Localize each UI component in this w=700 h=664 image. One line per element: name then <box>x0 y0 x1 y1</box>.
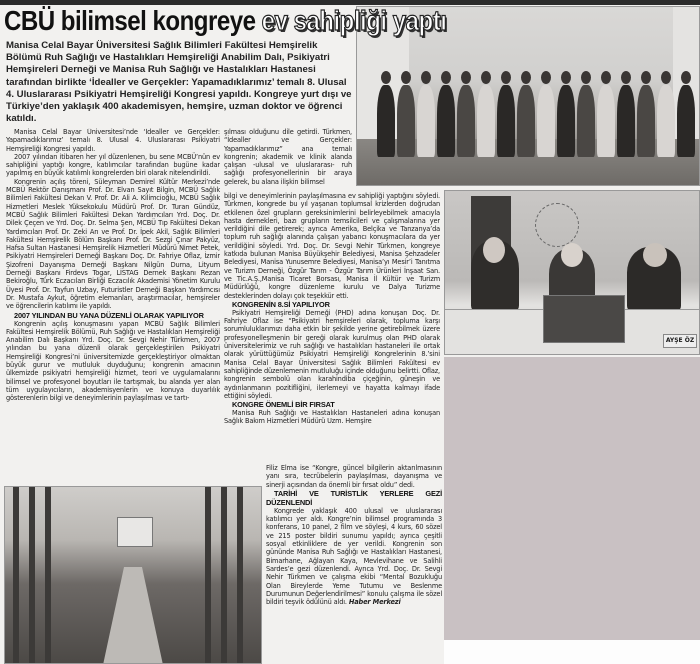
person-head <box>601 71 611 84</box>
person-silhouette <box>497 85 515 157</box>
monitor <box>543 295 625 343</box>
projection-screen <box>117 517 153 547</box>
subheading: 2007 YILINDAN BU YANA DÜZENLİ OLARAK YAPILIYOR <box>14 310 204 320</box>
person-silhouette <box>657 85 675 157</box>
wall-fin <box>29 487 35 663</box>
person-head <box>401 71 411 84</box>
person-head <box>381 71 391 84</box>
column-2-top <box>224 128 352 192</box>
body-paragraph: Filiz Elma ise “Kongre, güncel bilgilerin aktarılmasının yanı sıra, tecrübelerin paylaşılması, dayanışma ve sinerji açısından da önemli bir fırsat oldu” dedi. <box>266 464 442 489</box>
dandelion-icon <box>535 203 579 247</box>
person-head <box>421 71 431 84</box>
body-paragraph: 2007 yılından itibaren her yıl düzenlenen, bu sene MCBÜ’nün ev sahipliğini yaptığı kongre, katılımcılar tarafından bugüne kadar yapılmış en büyük katılımlı kongrelerden biri olarak nitelendirildi. <box>6 152 220 178</box>
headline <box>4 4 447 38</box>
gray-blank-area <box>444 357 700 640</box>
person-silhouette <box>557 85 575 157</box>
nameplate: AYŞE ÖZ <box>663 334 697 348</box>
panel-photo <box>444 190 700 355</box>
column-2-bottom <box>266 464 442 664</box>
person-head <box>621 71 631 84</box>
body-paragraph: Manisa Ruh Sağlığı ve Hastalıkları Hastaneleri adına konuşan Sağlık Bakım Hizmetleri Müdürü Uzm. Hemşire <box>224 409 440 426</box>
person-head <box>521 71 531 84</box>
lead-paragraph: Manisa Celal Bayar Üniversitesi Sağlık Bilimleri Fakültesi Hemşirelik Bölümü Ruh Sağlığı ve Hastalıkları Hemşireliği Anabilim Dalı, Psikiyatri Hemşireleri Derneği ve Manisa Ruh Sağlığı ve Hastalıkları Hastanesi tarafından birlikte ‘İdealler ve Gerçekler: Yapamadıklarımız’ temalı 8. Ulusal 4. Uluslararası Psikiyatri Hemşireliği Kongresi yapıldı. Kongreye yurt dışı ve Türkiye’den yaklaşık 400 akademisyen, hemşire, uzman doktor ve öğrenci katıldı. <box>6 40 352 125</box>
person-head <box>501 71 511 84</box>
body-paragraph: Psikiyatri Hemşireliği Derneği (PHD) adına konuşan Doç. Dr. Fahriye Oflaz ise “Psikiyatri hemşireleri olarak, topluma karşı sorumluluklarımızı daha etkin bir şekilde yerine getirebilmek üzere profesyonelleşmenin bir gereği olarak kurulmuş olan PHD olarak üniversitelerimiz ve ruh sağlığı ve hastalıkları hastaneleri ile ortak olarak yürüttüğümüz Psikiyatri Hemşireliği Kongrelerinin 8.’sini Manisa Celal Bayar Üniversitesi Sağlık Bilimleri Fakültesi ev sahipliğinde düzenlemenin mutluluğu içinde olduğunu belirtti. Oflaz, kongrenin sembolü olan karahindiba çiçeğinin, güneşin ve aydınlanmanın pozitifliğini, ilerlemeyi ve hayatta kalmayı ifade ettiğini söyledi. <box>224 308 440 400</box>
subheading: KONGRE ÖNEMLİ BİR FIRSAT <box>232 400 335 410</box>
person-head <box>641 71 651 84</box>
person-silhouette <box>637 85 655 157</box>
person-silhouette <box>437 85 455 157</box>
body-paragraph: Kongrenin açılış konuşmasını yapan MCBÜ Sağlık Bilimleri Fakültesi Hemşirelik Bölümü, Ruh Sağlığı ve Hastalıkları Hemşireliği Anabilim Dalı Başkanı Yrd. Doç. Dr. Sevgi Nehir Türkmen, 2007 yılından bu yana düzenli olarak gerçekleştirilen Psikiyatri Hemşireliği Kongresi’ni üniversitemizde gerçekleştiriyor olmaktan büyük gurur ve mutluluk duyduğunu; kongrenin amacının ülkemizde psikiyatri hemşireliği hizmet, teori ve uygulamalarını bilimsel ve profesyonel boyutları ile tartışmak, bu alanda yer alan tüm uygulayıcıların, akademisyenlerin ve konuya duyarlılık gösterenlerin bilgi ve deneyimlerinin paylaşılması ve tartı- <box>6 319 220 403</box>
headline-solid: CBÜ bilimsel kongreye <box>4 5 256 36</box>
wall-fin <box>237 487 243 663</box>
body-paragraph: bilgi ve deneyimlerinin paylaşılmasına ev sahipliği yaptığını söyledi. Türkmen, kongrede bu yıl yaşanan toplumsal krizlerden doğrudan etkilenen özel grupların gereksinimlerini belirleyebilmek amacıyla hasta dernekleri, bazı grupların temsilcileri ve çalışmalarına yer verildiğini dile getirerek; ayrıca Amerika, Belçika ve Tanzanya’da toplum ruh sağlığı alanında çalışan yabancı konuşmacılara da yer verildiğini söyledi. Yrd. Doç. Dr. Sevgi Nehir Türkmen, kongreye katkıda bulunan Manisa Büyükşehir Belediyesi, Manisa Şehzadeler Belediyesi, Manisa Yunusemre Belediyesi, Manisa’yı Mesir’i Tanıtma ve Turizm Derneği, Özgür Tarım - Özgür Tarım Ürünleri İnşaat San. ve Tic.A.Ş.,Manisa Ticaret Borsası, Manisa İl Kültür ve Turizm Müdürlüğü, kongre düzenleme kurulu ve Dalya Turizme desteklerinden dolayı çok teşekkür etti. <box>224 192 440 300</box>
person-silhouette <box>677 85 695 157</box>
byline: Haber Merkezi <box>348 598 401 607</box>
panelist-head <box>643 243 667 267</box>
person-silhouette <box>417 85 435 157</box>
body-paragraph <box>266 507 442 607</box>
headline-outline: ev sahipliği yaptı <box>261 5 447 36</box>
panelist-head <box>483 237 505 263</box>
body-paragraph: şılması olduğunu dile getirdi. Türkmen, “İdealler ve Gerçekler: Yapamadıklarımız” ana temalı kongrenin; akademik ve klinik alanda çalışan -ulusal ve uluslararası- ruh sağlığı profesyonellerinin bir araya gelerek, bu alana ilişkin bilimsel <box>224 128 352 186</box>
body-paragraph: Kongrenin açılış töreni, Süleyman Demirel Kültür Merkezi’nde MCBÜ Rektör Danışmanı Prof. Dr. Elvan Sayıt Bilgin, MCBÜ Sağlık Bilimleri Fakültesi Dekan V. Prof. Dr. Ali A. Kilimcioğlu, MCBÜ Sağlık Hizmetleri Meslek Yüksekokulu Müdürü Prof. Dr. Turan Gündüz, MCBÜ Sağlık Bilimleri Fakültesi Dekan Yardımcıları Yrd. Doç. Dr. Dilek Çeçen ve Yrd. Doç. Dr. Selma Şen, MCBÜ Tıp Fakültesi Dekan Yardımcıları Prof. Dr. Zeki Arı ve Prof. Dr. İpek Akil, Sağlık Bilimleri Fakültesi Hemşirelik Bölüm Başkanı Prof. Dr. Sezgi Çınar Pakyüz, Hafsa Sultan Hastanesi Hemşirelik Hizmetleri Müdürü Nimet Petek, Psikiyatri Hemşireleri Derneği Başkanı Doç. Dr. Fahriye Oflaz, İzmir Şizofreni Dayanışma Derneği Başkanı Nilgün Durna, Lityum Derneği Başkanı Firdevs Togar, LİSTAG Dernek Başkanı Rezan Bekiroğlu, Türk Eczacıları Birliği Eczacılık Akademisi Yönetim Kurulu Üyesi Prof. Dr. Tayfun Uzbay, Futuristler Derneği Başkan Yardımcısı Dr. Mustafa Aykut, öğretim elemanları, araştırmacılar, hemşireler ve öğrencilerin katılımı ile yapıldı. <box>6 177 220 311</box>
person-silhouette <box>457 85 475 157</box>
person-head <box>461 71 471 84</box>
person-head <box>661 71 671 84</box>
person-silhouette <box>537 85 555 157</box>
body-text: Kongrede yaklaşık 400 ulusal ve uluslararası katılımcı yer aldı. Kongre’nin bilimsel programında 3 konferans, 10 panel, 2 film ve söyleşi, 4 kurs, 60 sözel ve 215 poster bildiri sunumu yapıldı; ayrıca çeşitli sosyal etkinliklere de yer verildi. Kongrenin son gününde Manisa Ruh Sağlığı ve Hastalıkları Hastanesi, Bimarhane, Ağlayan Kaya, Mevlevihane ve Salihli Sardes’e gezi düzenlendi. Ayrıca Yrd. Doç. Dr. Sevgi Nehir Türkmen ve çalışma ekibi “Mental Bozukluğu Olan Bireylerde Yeme Tutumu ve Beslenme Durumunun Değerlendirilmesi” konulu çalışma ile sözel bildiri teşvik ödülünü aldı. <box>266 506 442 607</box>
column-2 <box>224 192 440 464</box>
person-head <box>561 71 571 84</box>
column-1 <box>6 128 220 484</box>
subheading: TARİHİ VE TURİSTLİK YERLERE GEZİ DÜZENLENDİ <box>266 488 442 507</box>
person-silhouette <box>477 85 495 157</box>
wall-fin <box>13 487 19 663</box>
person-silhouette <box>577 85 595 157</box>
person-head <box>581 71 591 84</box>
wall-fin <box>221 487 227 663</box>
person-silhouette <box>617 85 635 157</box>
aisle-stairs <box>103 567 163 664</box>
person-head <box>681 71 691 84</box>
wall-fin <box>205 487 211 663</box>
subheading: KONGRENİN 8.Sİ YAPILIYOR <box>232 299 330 309</box>
body-paragraph: Manisa Celal Bayar Üniversitesi’nde ‘İdealler ve Gerçekler: Yapamadıklarımız’ temalı 8. Ulusal 4. Uluslararası Psikiyatri Hemşireliği Kongresi yapıldı. <box>6 128 220 153</box>
white-margin <box>444 640 700 664</box>
person-head <box>441 71 451 84</box>
person-silhouette <box>597 85 615 157</box>
panelist-head <box>561 243 583 267</box>
auditorium-photo <box>4 486 262 664</box>
wall-fin <box>45 487 51 663</box>
person-silhouette <box>397 85 415 157</box>
person-silhouette <box>517 85 535 157</box>
person-head <box>541 71 551 84</box>
person-head <box>481 71 491 84</box>
person-silhouette <box>377 85 395 157</box>
